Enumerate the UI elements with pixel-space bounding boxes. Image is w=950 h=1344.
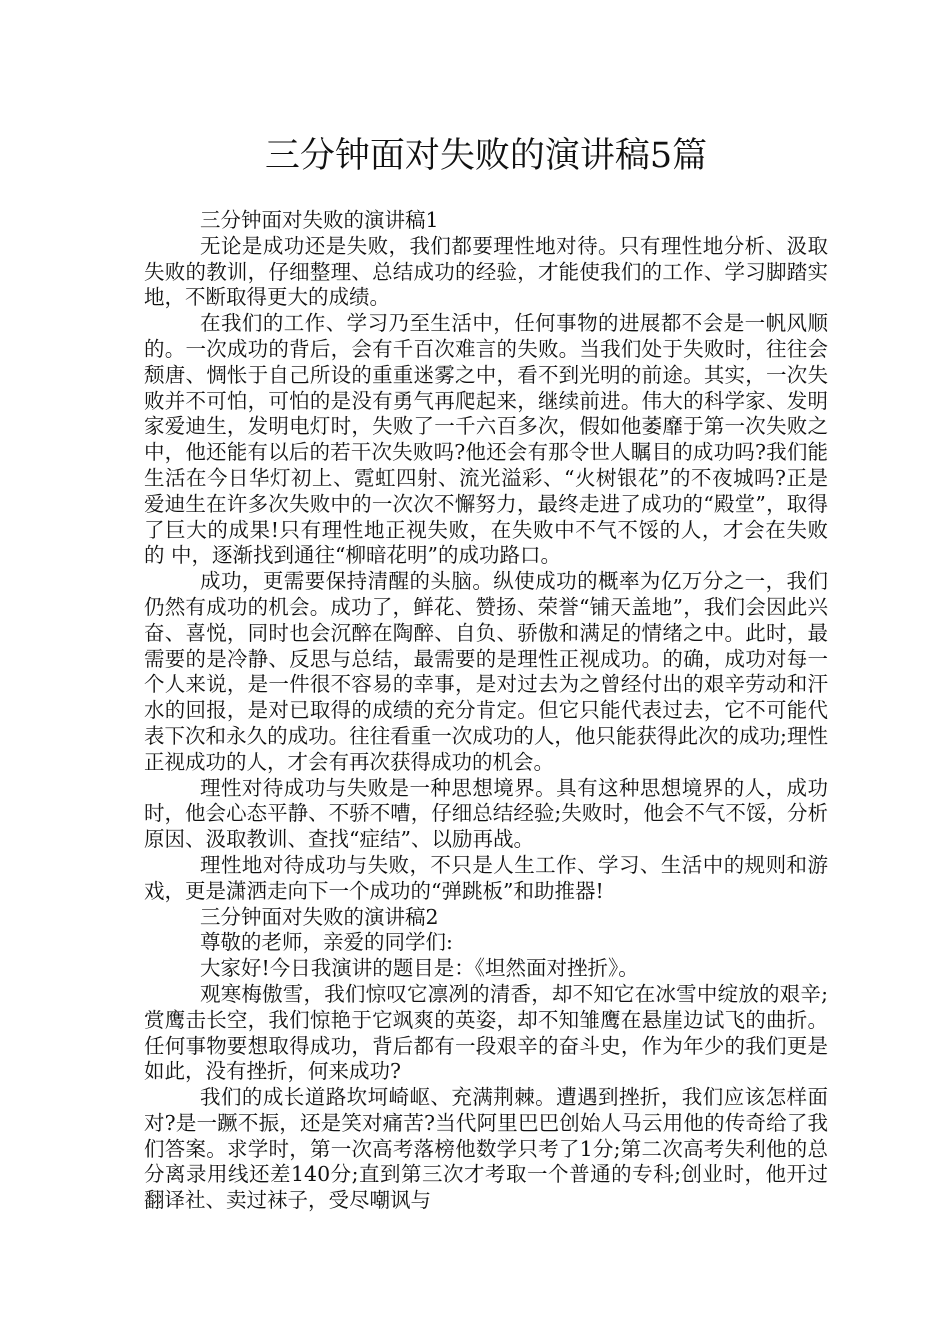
body-paragraph: 理性地对待成功与失败，不只是人生工作、学习、生活中的规则和游戏，更是潇洒走向下一个成功的“弹跳板”和助推器!	[144, 852, 828, 903]
document-title: 三分钟面对失败的演讲稿5篇	[264, 136, 708, 176]
body-paragraph: 无论是成功还是失败，我们都要理性地对待。只有理性地分析、汲取失败的教训，仔细整理、总结成功的经验，才能使我们的工作、学习脚踏实地，不断取得更大的成绩。	[144, 233, 828, 310]
body-paragraph: 在我们的工作、学习乃至生活中，任何事物的进展都不会是一帆风顺的。一次成功的背后，会有千百次难言的失败。当我们处于失败时，往往会颓唐、惆怅于自己所设的重重迷雾之中，看不到光明的前途。其实，一次失败并不可怕，可怕的是没有勇气再爬起来，继续前进。伟大的科学家、发明家爱迪生，发明电灯时，失败了一千六百多次，假如他萎靡于第一次失败之中，他还能有以后的若干次失败吗?他还会有那令世人瞩目的成功吗?我们能生活在今日华灯初上、霓虹四射、流光溢彩、“火树银花”的不夜城吗?正是爱迪生在许多次失败中的一次次不懈努力，最终走进了成功的“殿堂”，取得了巨大的成果!只有理性地正视失败，在失败中不气不馁的人，才会在失败的 中，逐渐找到通往“柳暗花明”的成功路口。	[144, 311, 828, 568]
body-paragraph: 观寒梅傲雪，我们惊叹它凛冽的清香，却不知它在冰雪中绽放的艰辛;赏鹰击长空，我们惊艳于它飒爽的英姿，却不知雏鹰在悬崖边试飞的曲折。任何事物要想取得成功，背后都有一段艰辛的奋斗史，作为年少的我们更是如此，没有挫折，何来成功?	[144, 981, 828, 1084]
section-heading: 三分钟面对失败的演讲稿2	[200, 904, 439, 929]
document-page	[144, 120, 828, 1214]
body-paragraph: 大家好!今日我演讲的题目是：《坦然面对挫折》。	[200, 956, 639, 981]
body-paragraph: 我们的成长道路坎坷崎岖、充满荆棘。遭遇到挫折，我们应该怎样面对?是一蹶不振，还是笑对痛苦?当代阿里巴巴创始人马云用他的传奇给了我们答案。求学时，第一次高考落榜他数学只考了1分;第二次高考失利他的总分离录用线还差140分;直到第三次才考取一个普通的专科;创业时，他开过翻译社、卖过袜子，受尽嘲讽与	[144, 1085, 828, 1213]
body-paragraph: 成功，更需要保持清醒的头脑。纵使成功的概率为亿万分之一，我们仍然有成功的机会。成功了，鲜花、赞扬、荣誉“铺天盖地”，我们会因此兴奋、喜悦，同时也会沉醉在陶醉、自负、骄傲和满足的情绪之中。此时，最需要的是冷静、反思与总结，最需要的是理性正视成功。的确，成功对每一个人来说，是一件很不容易的幸事，是对过去为之曾经付出的艰辛劳动和汗水的回报，是对已取得的成绩的充分肯定。但它只能代表过去，它不可能代表下次和永久的成功。往往看重一次成功的人，他只能获得此次的成功;理性正视成功的人，才会有再次获得成功的机会。	[144, 569, 828, 774]
body-paragraph: 理性对待成功与失败是一种思想境界。具有这种思想境界的人，成功时，他会心态平静、不骄不嘈，仔细总结经验;失败时，他会不气不馁，分析原因、汲取教训、查找“症结”、以励再战。	[144, 775, 828, 852]
salutation: 尊敬的老师，亲爱的同学们:	[200, 930, 453, 955]
section-heading: 三分钟面对失败的演讲稿1	[200, 208, 439, 232]
